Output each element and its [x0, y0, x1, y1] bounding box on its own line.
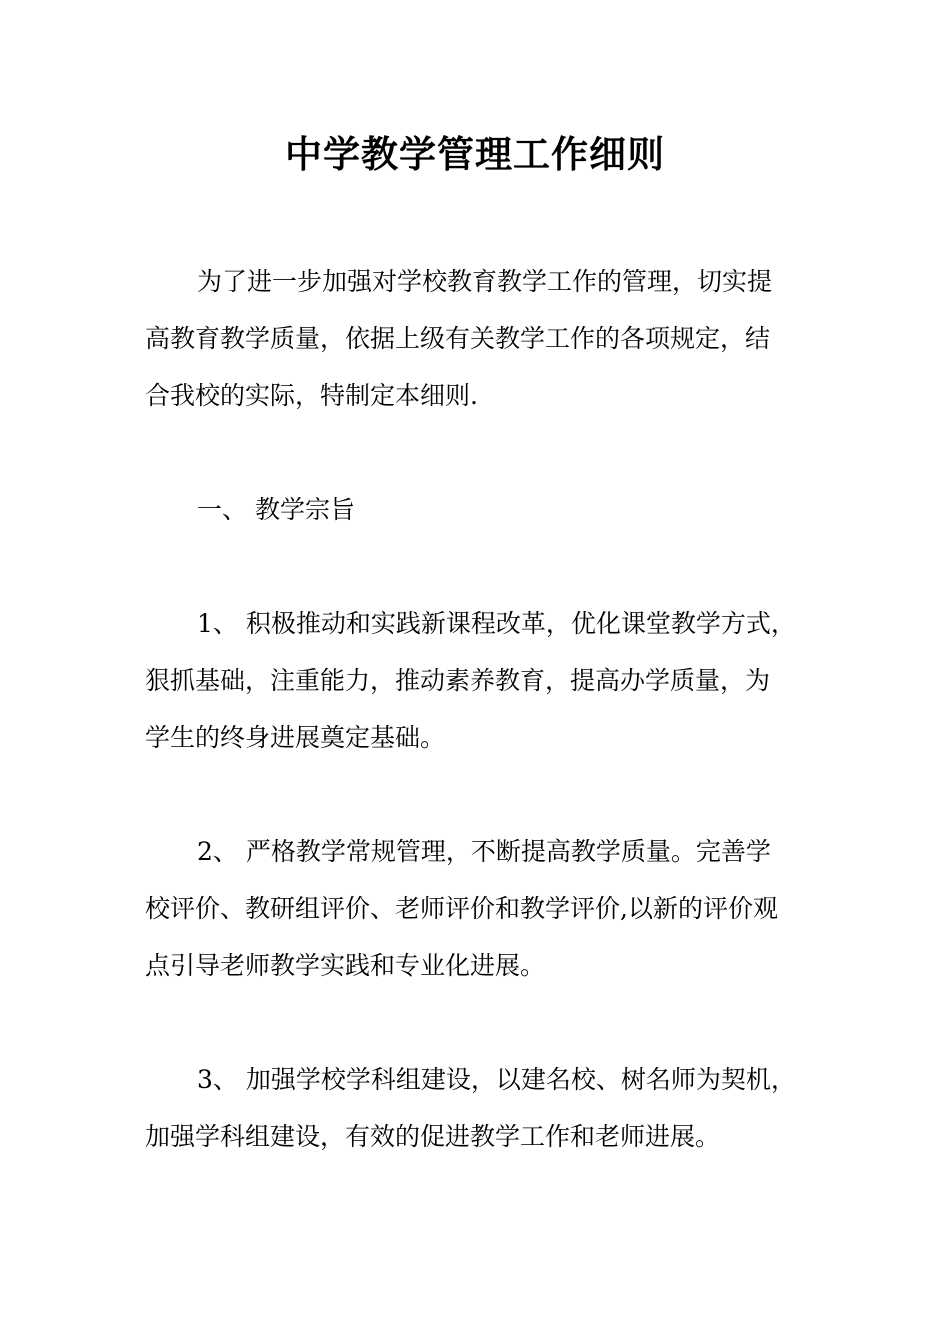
- intro-line-3: 合我校的实际，特制定本细则.: [145, 381, 478, 410]
- item-2-line-1: 2、 严格教学常规管理，不断提高教学质量。完善学: [197, 837, 771, 866]
- intro-line-2: 高教育教学质量，依据上级有关教学工作的各项规定，结: [145, 324, 771, 353]
- section-heading: 一、 教学宗旨: [197, 495, 355, 524]
- item-2-line-2: 校评价、教研组评价、老师评价和教学评价,以新的评价观: [145, 894, 778, 923]
- item-1-line-1: 1、 积极推动和实践新课程改革，优化课堂教学方式，: [197, 609, 796, 638]
- item-1-line-3: 学生的终身进展奠定基础。: [145, 723, 446, 752]
- item-3-line-2: 加强学科组建设，有效的促进教学工作和老师进展。: [145, 1122, 721, 1151]
- item-3-line-1: 3、 加强学校学科组建设，以建名校、树名师为契机，: [197, 1065, 796, 1094]
- item-2-line-3: 点引导老师教学实践和专业化进展。: [145, 951, 546, 980]
- document-title: 中学教学管理工作细则: [285, 132, 665, 176]
- intro-line-1: 为了进一步加强对学校教育教学工作的管理，切实提: [197, 267, 773, 296]
- item-1-line-2: 狠抓基础，注重能力，推动素养教育，提高办学质量，为: [145, 666, 771, 695]
